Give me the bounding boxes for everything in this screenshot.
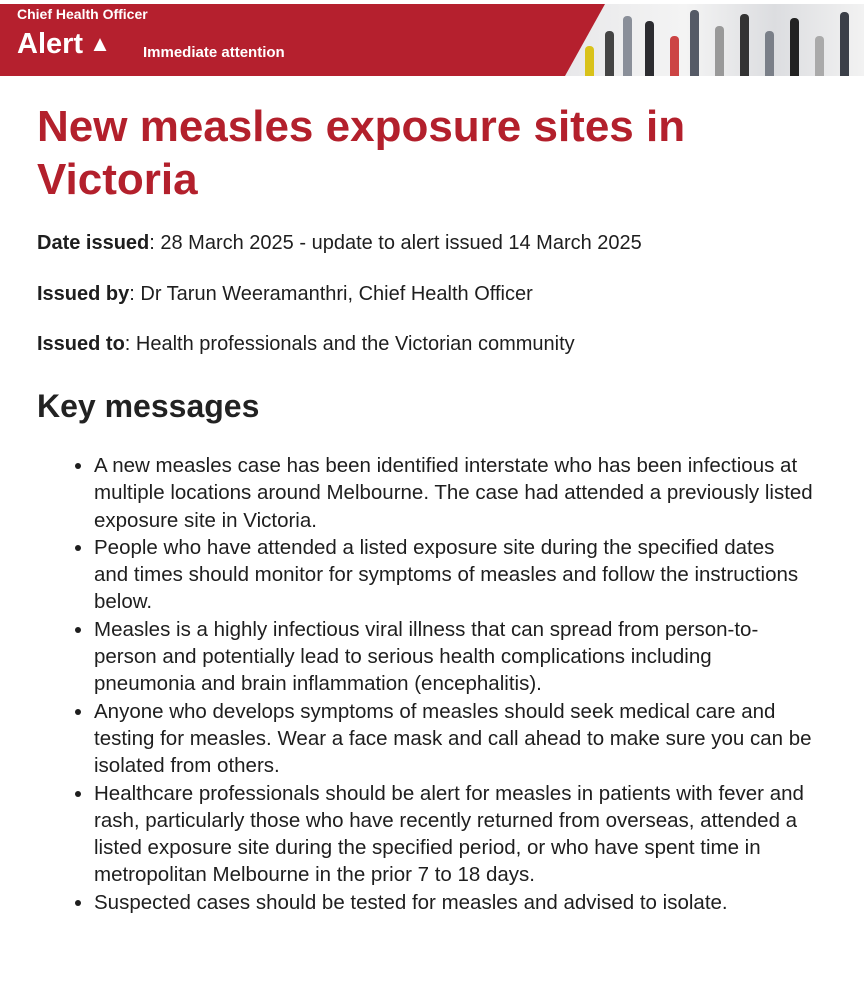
alert-subtitle: Immediate attention [143,44,285,61]
meta-value: : Dr Tarun Weeramanthri, Chief Health Officer [129,283,533,305]
alert-label [17,28,111,61]
key-messages-heading: Key messages [37,388,260,424]
meta-label: Issued by [37,283,130,305]
list-item: • Anyone who develops symptoms of measles should seek medical care and testing for measles. Wear a face mask and call ahead to make sure you can be isolated from others. [94,698,814,780]
meta-value: : 28 March 2025 - update to alert issued 14 March 2025 [149,232,642,254]
alert-text: Alert [17,28,84,60]
meta-label: Issued to [37,333,125,355]
crowd-photo [565,4,864,76]
date-issued [37,232,642,255]
list-item: • Suspected cases should be tested for measles and advised to isolate. [94,889,814,916]
key-messages-list [57,452,814,916]
issued-by [37,283,533,306]
issued-to [37,333,575,356]
meta-value: : Health professionals and the Victorian community [124,333,575,355]
list-item: • People who have attended a listed exposure site during the specified dates and times should monitor for symptoms of measles and follow the instructions below. [94,534,814,616]
warning-triangle-icon: ▲ [89,31,111,56]
list-item: • A new measles case has been identified interstate who has been infectious at multiple locations around Melbourne. The case had attended a previously listed exposure site in Victoria. [94,452,814,534]
list-item: • Healthcare professionals should be alert for measles in patients with fever and rash, particularly those who have recently returned from overseas, attended a listed exposure site during the specified period, or who have spent time in metropolitan Melbourne in the prior 7 to 18 days. [94,780,814,889]
office-label: Chief Health Officer [17,6,148,22]
list-item: • Measles is a highly infectious viral illness that can spread from person-to-person and potentially lead to serious health complications including pneumonia and brain inflammation (encephalitis). [94,616,814,698]
meta-label: Date issued [37,232,150,254]
alert-banner [0,4,864,76]
page-title: New measles exposure sites in Victoria [37,102,686,204]
